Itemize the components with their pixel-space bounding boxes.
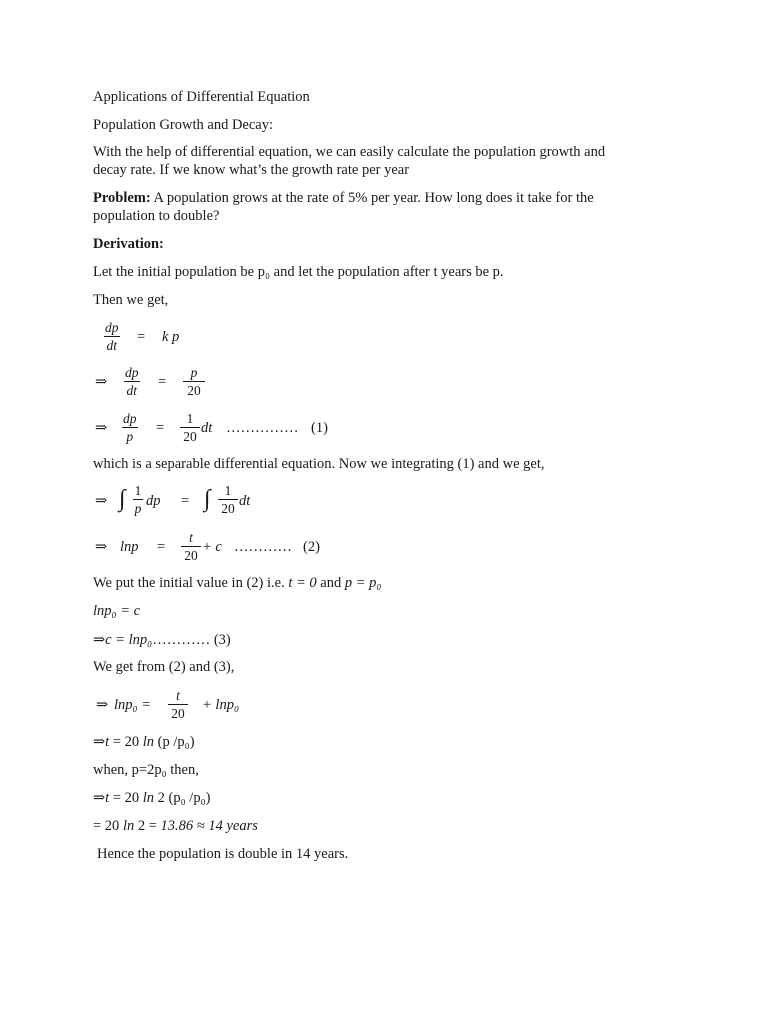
eq4-left-numerator: 1 bbox=[134, 483, 142, 498]
document-title: Applications of Differential Equation bbox=[93, 89, 310, 105]
eq1-numerator: dp bbox=[105, 320, 119, 335]
problem-line-2: population to double? bbox=[93, 208, 220, 224]
problem-text-1: A population grows at the rate of 5% per year. How long does it take for the bbox=[150, 190, 594, 206]
equation-10 bbox=[93, 790, 210, 807]
eq3-numerator: dp bbox=[123, 411, 137, 426]
eq10-t: t bbox=[105, 790, 110, 806]
eq11-result: 13.86 ≈ 14 years bbox=[160, 818, 258, 834]
eq3-right-numerator: 1 bbox=[180, 411, 200, 428]
eq11-ln: ln bbox=[122, 818, 135, 834]
eq8-fraction bbox=[168, 688, 188, 722]
eq4-fraction-right bbox=[218, 483, 238, 517]
integral-sign-left: ∫ bbox=[119, 486, 126, 512]
eq1-denominator: dt bbox=[106, 338, 117, 353]
eq4-fraction-left bbox=[133, 483, 143, 517]
equation-9 bbox=[93, 734, 195, 751]
eq7-expr: c = lnp₀ bbox=[105, 632, 153, 648]
equation-11 bbox=[93, 818, 258, 835]
eq9-end: (p /p₀) bbox=[154, 734, 195, 750]
eq2-fraction-right bbox=[183, 365, 205, 399]
from-line: We get from (2) and (3), bbox=[93, 659, 235, 675]
eq10-mid: = 20 bbox=[109, 790, 143, 806]
eq5-equals: = bbox=[157, 539, 166, 555]
eq3-dots: …………… bbox=[226, 420, 299, 436]
eq5-constant: + c bbox=[202, 539, 222, 555]
initial-p: p = p₀ bbox=[344, 575, 382, 591]
problem-label: Problem: bbox=[93, 190, 151, 206]
eq9-mid: = 20 bbox=[109, 734, 143, 750]
eq3-fraction-right bbox=[180, 411, 200, 445]
implies-arrow: ⇒ bbox=[95, 374, 108, 390]
eq3-equals: = bbox=[156, 420, 165, 436]
eq8-numerator: t bbox=[168, 688, 188, 705]
eq7-dots: ………… bbox=[152, 632, 211, 648]
eq4-left-denominator: p bbox=[134, 501, 142, 516]
implies-arrow: ⇒ bbox=[95, 539, 108, 555]
initial-and: and bbox=[316, 575, 345, 591]
eq11-pre: = 20 bbox=[93, 818, 123, 834]
eq3-tag: (1) bbox=[311, 420, 328, 436]
eq11-mid: 2 = bbox=[134, 818, 161, 834]
eq4-right-denominator: 20 bbox=[221, 501, 235, 516]
implies-arrow: ⇒ bbox=[96, 697, 109, 713]
eq1-equals: = bbox=[137, 329, 146, 345]
problem-line-1 bbox=[93, 190, 594, 207]
intro-line-2: decay rate. If we know what’s the growth rate per year bbox=[93, 162, 410, 178]
conclusion-line: Hence the population is double in 14 years. bbox=[97, 846, 349, 862]
implies-arrow: ⇒ bbox=[95, 420, 108, 436]
let-line: Let the initial population be p₀ and let the population after t years be p. bbox=[93, 264, 504, 280]
eq5-fraction bbox=[181, 530, 201, 564]
eq5-tag: (2) bbox=[303, 539, 320, 555]
implies-arrow: ⇒ bbox=[93, 734, 106, 750]
eq5-numerator: t bbox=[181, 530, 201, 547]
eq2-right-numerator: p bbox=[183, 365, 205, 382]
initial-value-text: We put the initial value in (2) i.e. bbox=[93, 575, 289, 591]
implies-arrow: ⇒ bbox=[93, 632, 106, 648]
derivation-label: Derivation: bbox=[93, 236, 164, 252]
intro-line-1: With the help of differential equation, we can easily calculate the population growth and bbox=[93, 144, 606, 160]
eq2-equals: = bbox=[158, 374, 167, 390]
eq5-denominator: 20 bbox=[184, 548, 198, 563]
eq8-lhs: lnp₀ = bbox=[114, 697, 151, 713]
eq5-lhs: lnp bbox=[120, 539, 139, 555]
equation-7 bbox=[93, 632, 231, 649]
implies-arrow: ⇒ bbox=[95, 493, 108, 509]
initial-value-line bbox=[93, 575, 381, 592]
eq8-denominator: 20 bbox=[171, 706, 185, 721]
eq9-t: t bbox=[105, 734, 110, 750]
eq4-right-numerator: 1 bbox=[218, 483, 238, 500]
then-line: Then we get, bbox=[93, 292, 169, 308]
eq8-suffix: + lnp₀ bbox=[202, 697, 239, 713]
eq3-denominator: p bbox=[126, 429, 134, 444]
eq2-right-denominator: 20 bbox=[187, 383, 201, 398]
implies-arrow: ⇒ bbox=[93, 790, 106, 806]
eq3-right-denominator: 20 bbox=[183, 429, 197, 444]
eq2-fraction-left bbox=[124, 365, 140, 399]
equation-6: lnp₀ = c bbox=[93, 603, 141, 619]
when-line: when, p=2p₀ then, bbox=[93, 762, 199, 778]
eq1-fraction bbox=[104, 320, 120, 354]
eq9-ln: ln bbox=[142, 734, 155, 750]
separable-line: which is a separable differential equation. Now we integrating (1) and we get, bbox=[93, 456, 545, 472]
eq2-denominator: dt bbox=[126, 383, 137, 398]
initial-t: t = 0 bbox=[288, 575, 317, 591]
eq3-fraction-left bbox=[122, 411, 138, 445]
eq2-numerator: dp bbox=[125, 365, 139, 380]
eq4-dp: dp bbox=[146, 493, 161, 509]
section-subtitle: Population Growth and Decay: bbox=[93, 117, 274, 133]
eq4-equals: = bbox=[181, 493, 190, 509]
eq7-tag: (3) bbox=[213, 632, 231, 648]
eq10-ln: ln bbox=[142, 790, 155, 806]
eq4-dt: dt bbox=[239, 493, 251, 509]
eq1-rhs: k p bbox=[162, 329, 180, 345]
eq3-dt: dt bbox=[201, 420, 213, 436]
eq5-dots: ………… bbox=[234, 539, 292, 555]
eq10-end: 2 (p₀ /p₀) bbox=[154, 790, 211, 806]
integral-sign-right: ∫ bbox=[204, 486, 211, 512]
